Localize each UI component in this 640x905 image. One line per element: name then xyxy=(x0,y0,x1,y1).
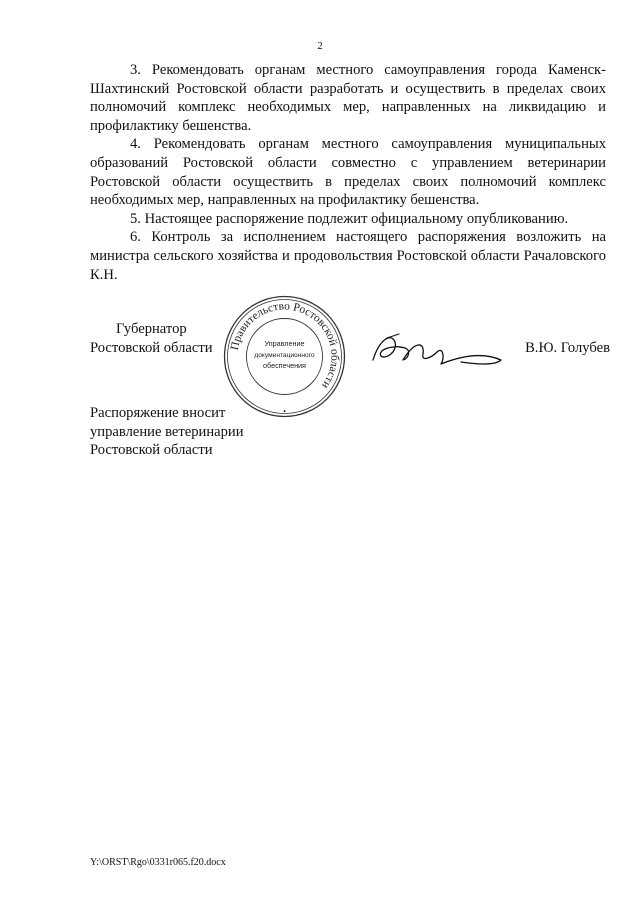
submitted-by-line1: Распоряжение вносит xyxy=(90,405,226,421)
paragraph-3: 3. Рекомендовать органам местного самоуправления города Каменск-Шахтинский Ростовской области разработать и осуществить в пределах своих полномочий комплекс необходимых мер, направленных на ликвидацию и профилактику бешенства. xyxy=(90,62,606,134)
paragraph-5: 5. Настоящее распоряжение подлежит официальному опубликованию. xyxy=(130,210,569,227)
governor-title-line2: Ростовской области xyxy=(90,339,213,356)
governor-title xyxy=(90,320,213,357)
paragraph-6: 6. Контроль за исполнением настоящего распоряжения возложить на министра сельского хозяйства и продовольствия Ростовской области Рачаловского К.Н. xyxy=(90,229,606,283)
document-body xyxy=(90,61,606,284)
governor-title-line1: Губернатор xyxy=(116,321,187,337)
page-number: 2 xyxy=(317,40,323,52)
handwritten-signature xyxy=(365,322,505,372)
submitted-by-line2: управление ветеринарии xyxy=(90,423,244,440)
stamp-star-icon: • xyxy=(283,407,286,416)
paragraph-4: 4. Рекомендовать органам местного самоуправления муниципальных образований Ростовской области совместно с управлением ветеринарии Ростовской области осуществить в пределах своих полномочий комплекс необходимых мер, направленных на профилактику бешенства. xyxy=(90,136,606,209)
stamp-center-line1: Управление xyxy=(264,339,305,348)
file-path: Y:\ORST\Rgo\0331r065.f20.docx xyxy=(90,857,226,868)
official-stamp xyxy=(222,294,347,419)
stamp-center-line3: обеспечения xyxy=(263,361,306,370)
governor-name: В.Ю. Голубев xyxy=(525,340,610,356)
stamp-center-line2: документационного xyxy=(254,352,315,359)
submitted-by-line3: Ростовской области xyxy=(90,442,213,459)
submitted-by xyxy=(90,404,244,460)
stamp-ring-text: Правительство Ростовской области xyxy=(228,300,341,391)
